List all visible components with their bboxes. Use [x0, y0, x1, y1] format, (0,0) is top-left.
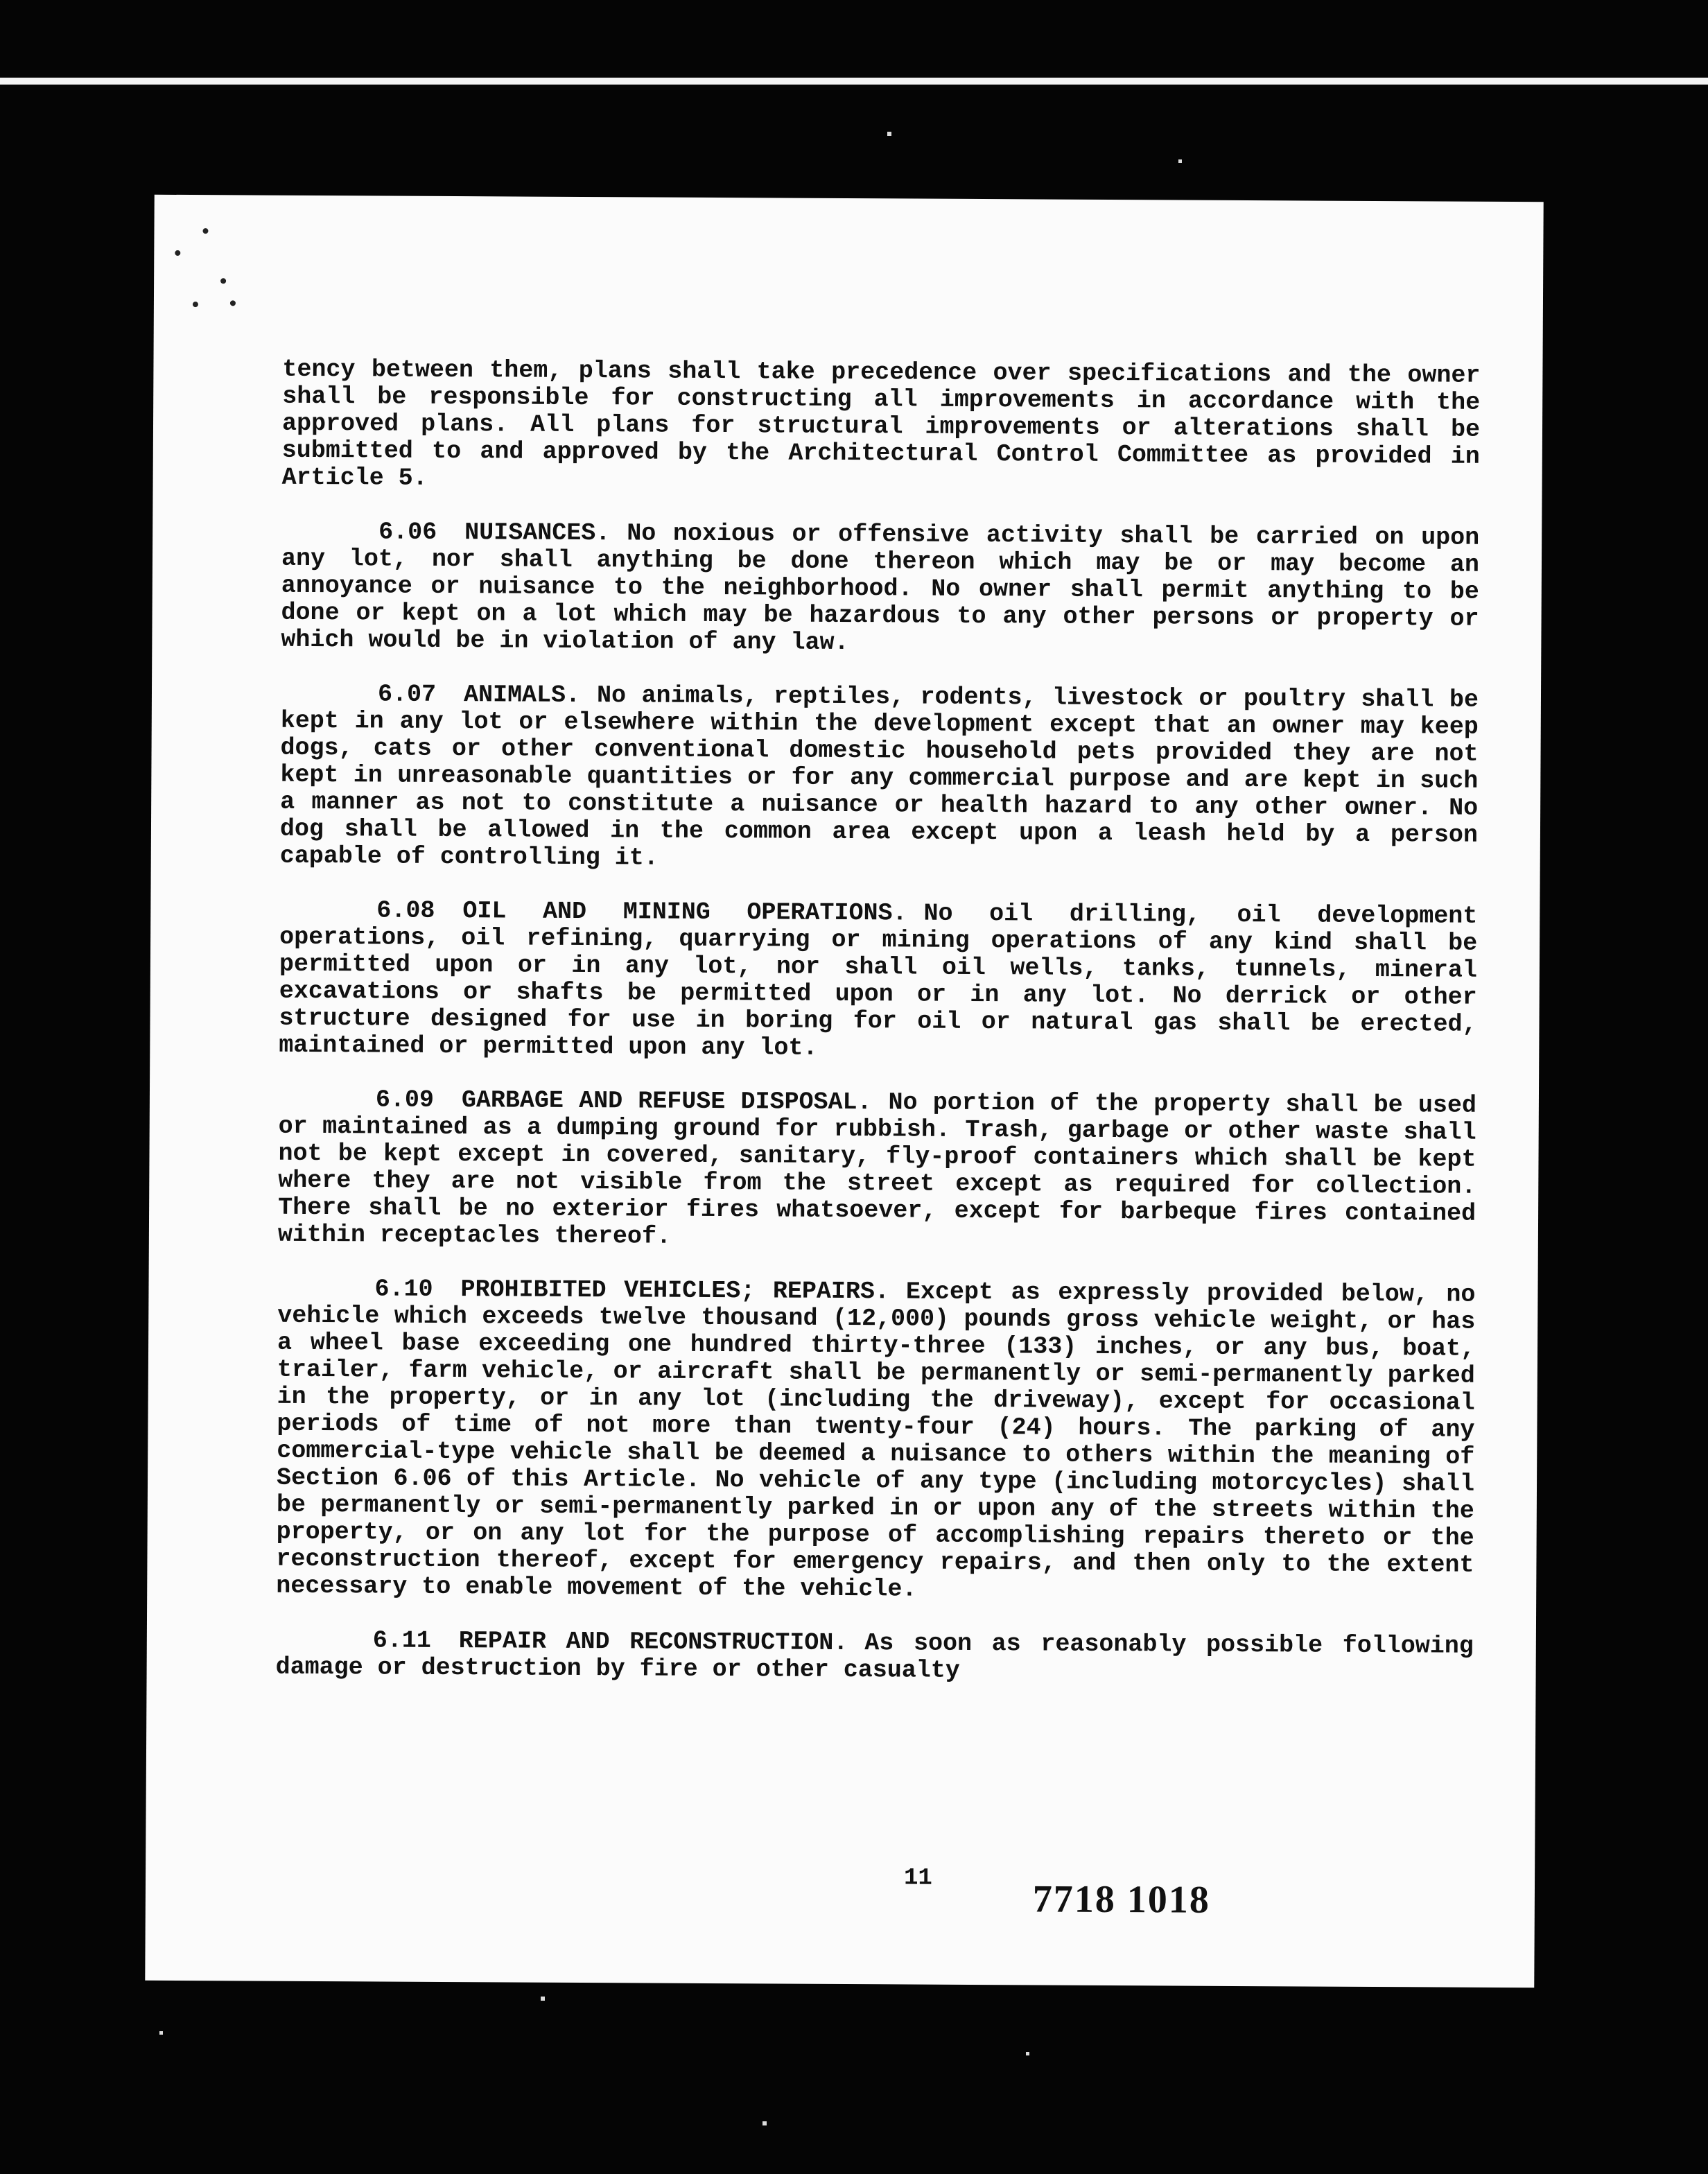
section-number: 6.06 [378, 518, 437, 546]
section-6-07 [280, 681, 1479, 876]
section-heading: REPAIR AND RECONSTRUCTION. [458, 1627, 848, 1658]
section-text: As soon as reasonably possible following damage or destruction by fire or other casualty [275, 1629, 1474, 1685]
section-heading: ANIMALS. [463, 681, 581, 709]
intro-text: tency between them, plans shall take precedence over specifications and the owner shall be responsible for constructing all improvements in accordance with the approved plans. All plans for structural improvements or alterations shall be submitted to and approved by the Architectural Control Committee as provided in Article 5. [281, 355, 1481, 492]
scan-speck [230, 300, 236, 306]
section-text: No oil drilling, oil development operations, oil refining, quarrying or mining operations of any kind shall be permitted upon or in any lot, nor shall oil wells, tanks, tunnels, mineral excavations or shafts be permitted upon or in any lot. No derrick or other structure designed for use in boring for oil or natural gas shall be erected, maintained or permitted upon any lot. [279, 899, 1478, 1062]
document-body [275, 356, 1480, 1714]
document-page [145, 195, 1543, 1988]
section-6-10 [276, 1276, 1475, 1606]
section-text: Except as expressly provided below, no vehicle which exceeds twelve thousand (12,000) pounds gross vehicle weight, or has a wheel base exceeding one hundred thirty-three (133) inches, or any bus, boat, trailer, farm vehicle, or aircraft shall be permanently or semi-permanently parked in the property, or in any lot (including the driveway), except for occasional periods of time of not more than twenty-four (24) hours. The parking of any commercial-type vehicle shall be deemed a nuisance to others within the meaning of Section 6.06 of this Article. No vehicle of any type (including motorcycles) shall be permanently or semi-permanently parked in or upon any of the streets within the property, or on any lot for the purpose of accomplishing repairs thereto or the reconstruction thereof, except for emergency repairs, and then only to the extent necessary to enable movement of the vehicle. [276, 1278, 1476, 1603]
section-number: 6.07 [377, 680, 437, 708]
section-6-09 [278, 1086, 1476, 1255]
scan-speck [1178, 159, 1182, 163]
scan-speck [193, 302, 198, 307]
section-text: No animals, reptiles, rodents, livestock or poultry shall be kept in any lot or elsewhere within the development except that an owner may keep dogs, cats or other conventional domestic household pets provided they are not kept in unreasonable quantities or for any commercial purpose and are kept in such a manner as not to constitute a nuisance or health hazard to any other owner. No dog shall be allowed in the common area except upon a leash held by a person capable of controlling it. [279, 681, 1479, 872]
section-heading: GARBAGE AND REFUSE DISPOSAL. [461, 1086, 872, 1117]
section-number: 6.11 [372, 1626, 431, 1655]
scan-edge-band [0, 78, 1708, 85]
scan-speck [887, 132, 891, 136]
section-text: No noxious or offensive activity shall be carried on upon any lot, nor shall anything be done thereon which may be or may become an annoyance or nuisance to the neighborhood. No owner shall permit anything to be done or kept on a lot which may be hazardous to any other persons or property or which would be in violation of any law. [281, 519, 1480, 657]
scan-speck [762, 2121, 767, 2125]
scan-speck [541, 1997, 545, 2001]
record-stamp-number: 7718 1018 [1032, 1877, 1211, 1922]
page-number: 11 [903, 1865, 932, 1892]
section-heading: PROHIBITED VEHICLES; REPAIRS. [460, 1276, 890, 1306]
section-number: 6.09 [375, 1086, 435, 1114]
section-6-11 [276, 1627, 1474, 1687]
section-number: 6.10 [374, 1275, 433, 1303]
section-6-08 [279, 897, 1477, 1066]
intro-paragraph [282, 356, 1481, 498]
scan-speck [202, 228, 208, 234]
section-text: No portion of the property shall be used or maintained as a dumping ground for rubbish. Trash, garbage or other waste shall not be kept except in covered, sanitary, fly-proof containers which shall be kept where they are not visible from the street except as required for collection. There shall be no exterior fires whatsoever, except for barbeque fires contained within receptacles thereof. [277, 1088, 1477, 1251]
scan-speck [1026, 2052, 1029, 2055]
scan-speck [175, 250, 180, 256]
scan-speck [220, 278, 226, 284]
section-6-06 [281, 519, 1479, 660]
section-heading: NUISANCES. [464, 519, 611, 548]
scan-speck [159, 2031, 163, 2035]
section-heading: OIL AND MINING OPERATIONS. [462, 897, 907, 928]
section-number: 6.08 [376, 896, 435, 925]
